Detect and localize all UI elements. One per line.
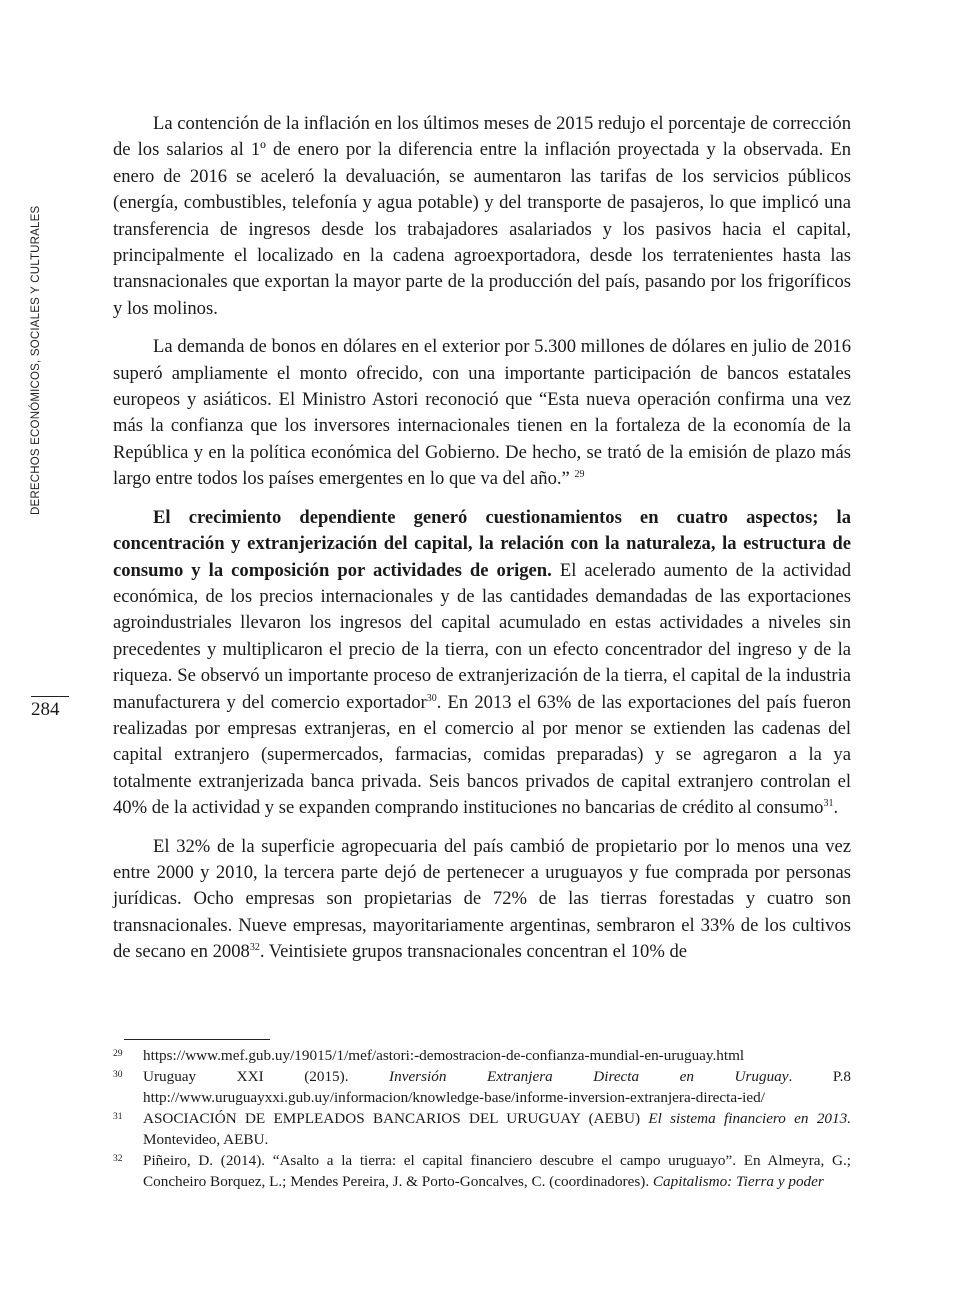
footnote-32	[113, 1150, 851, 1192]
footnote-separator	[124, 1039, 270, 1040]
paragraph-3-text-b: . En 2013 el 63% de las exportaciones del país fueron realizadas por empresas extranjeras, en el comercio al por menor se extienden las cadenas del capital extranjero (supermercados, farmacias, comidas preparadas) y se agregaron a la ya totalmente extranjerizada banca privada. Seis bancos privados de capital extranjero controlan el 40% de la actividad y se expanden comprando instituciones no bancarias de crédito al consumo	[113, 691, 851, 819]
footnote-ref-32[interactable]: 32	[249, 942, 260, 953]
footnote-30-title: Inversión Extranjera Directa en Uruguay	[389, 1068, 789, 1085]
footnote-ref-31[interactable]: 31	[823, 797, 834, 809]
running-header-text: DERECHOS ECONÓMICOS, SOCIALES Y CULTURALES	[30, 205, 42, 515]
page-number: 284	[31, 696, 69, 723]
paragraph-3-text-c: .	[833, 797, 839, 819]
footnote-31-title: El sistema financiero en 2013.	[648, 1110, 851, 1127]
paragraph-3	[113, 505, 851, 822]
paragraph-4	[113, 834, 851, 966]
paragraph-2-text: La demanda de bonos en dólares en el exterior por 5.300 millones de dólares en julio de 2016 superó ampliamente el monto ofrecido, con una importante participación de bancos estatales europeos y asiáticos. El Ministro Astori reconoció que “Esta nueva operación confirma una vez más la confianza que los inversores internacionales tienen en la fortaleza de la economía de la República y en la política económica del Gobierno. De hecho, se trató de la emisión de plazo más largo entre todos los países emergentes en lo que va del año.”	[113, 336, 851, 490]
footnote-30	[113, 1066, 851, 1108]
paragraph-2	[113, 334, 851, 492]
footnote-ref-29[interactable]: 29	[574, 469, 585, 481]
footnote-32-title: Capitalismo: Tierra y poder	[652, 1173, 824, 1190]
footnote-31	[113, 1108, 851, 1150]
footnotes	[113, 1045, 851, 1192]
footnote-31-text-b: Montevideo, AEBU.	[143, 1131, 269, 1148]
footnote-29	[113, 1045, 851, 1066]
footnote-30-text-b[interactable]: . P.8 http://www.uruguayxxi.gub.uy/informacion/knowledge-base/informe-inversion-extranjera-directa-ied/	[143, 1068, 852, 1106]
footnote-30-text-a: Uruguay XXI (2015).	[143, 1068, 390, 1085]
footnote-30-number: 30	[113, 1070, 123, 1080]
footnote-31-number: 31	[113, 1112, 123, 1122]
paragraph-3-lead: El crecimiento dependiente generó cuestionamientos en cuatro aspectos; la concentración y extranjerización del capital, la relación con la naturaleza, la estructura de consumo y la composición por actividades de origen.	[113, 506, 851, 581]
footnote-29-link[interactable]: https://www.mef.gub.uy/19015/1/mef/astori:-demostracion-de-confianza-mundial-en-uruguay.html	[143, 1047, 745, 1064]
footnote-32-number: 32	[113, 1154, 123, 1164]
paragraph-4-text-a: El 32% de la superficie agropecuaria del país cambió de propietario por lo menos una vez entre 2000 y 2010, la tercera parte dejó de pertenecer a uruguayos y fue comprada por personas jurídicas. Ocho empresas son propietarias de 72% de las tierras forestadas y cuatro son transnacionales. Nueve empresas, mayoritariamente argentinas, sembraron el 33% de los cultivos de secano en 2008	[113, 835, 851, 963]
footnote-31-text-a: ASOCIACIÓN DE EMPLEADOS BANCARIOS DEL URUGUAY (AEBU)	[143, 1110, 649, 1127]
paragraph-3-text-a: El acelerado aumento de la actividad económica, de los precios internacionales y de las cantidades demandadas de las exportaciones agroindustriales llevaron los ingresos del capital acumulado en estas actividades a niveles sin precedentes y multiplicaron el precio de la tierra, con un efecto concentrador del ingreso y de la riqueza. Se observó un importante proceso de extranjerización de la tierra, el capital de la industria manufacturera y del comercio exportador	[113, 559, 851, 713]
footnote-32-text-a: Piñeiro, D. (2014). “Asalto a la tierra: el capital financiero descubre el campo uruguayo”. En Almeyra, G.; Concheiro Borquez, L.; Mendes Pereira, J. & Porto-Goncalves, C. (coordinadores).	[143, 1152, 851, 1190]
paragraph-1: La contención de la inflación en los últimos meses de 2015 redujo el porcentaje de corrección de los salarios al 1º de enero por la diferencia entre la inflación proyectada y la observada. En enero de 2016 se aceleró la devaluación, se aumentaron las tarifas de los servicios públicos (energía, combustibles, telefonía y agua potable) y del transporte de pasajeros, lo que implicó una transferencia de ingresos desde los trabajadores asalariados y los pasivos hacia el capital, principalmente el localizado en la cadena agroexportadora, desde los terratenientes hasta las transnacionales que exportan la mayor parte de la producción del país, pasando por los frigoríficos y los molinos.	[113, 113, 851, 319]
footnote-29-number: 29	[113, 1049, 123, 1059]
body-text	[113, 111, 851, 978]
footnote-ref-30[interactable]: 30	[426, 692, 437, 704]
paragraph-4-text-b: . Veintisiete grupos transnacionales concentran el 10% de	[259, 941, 688, 963]
